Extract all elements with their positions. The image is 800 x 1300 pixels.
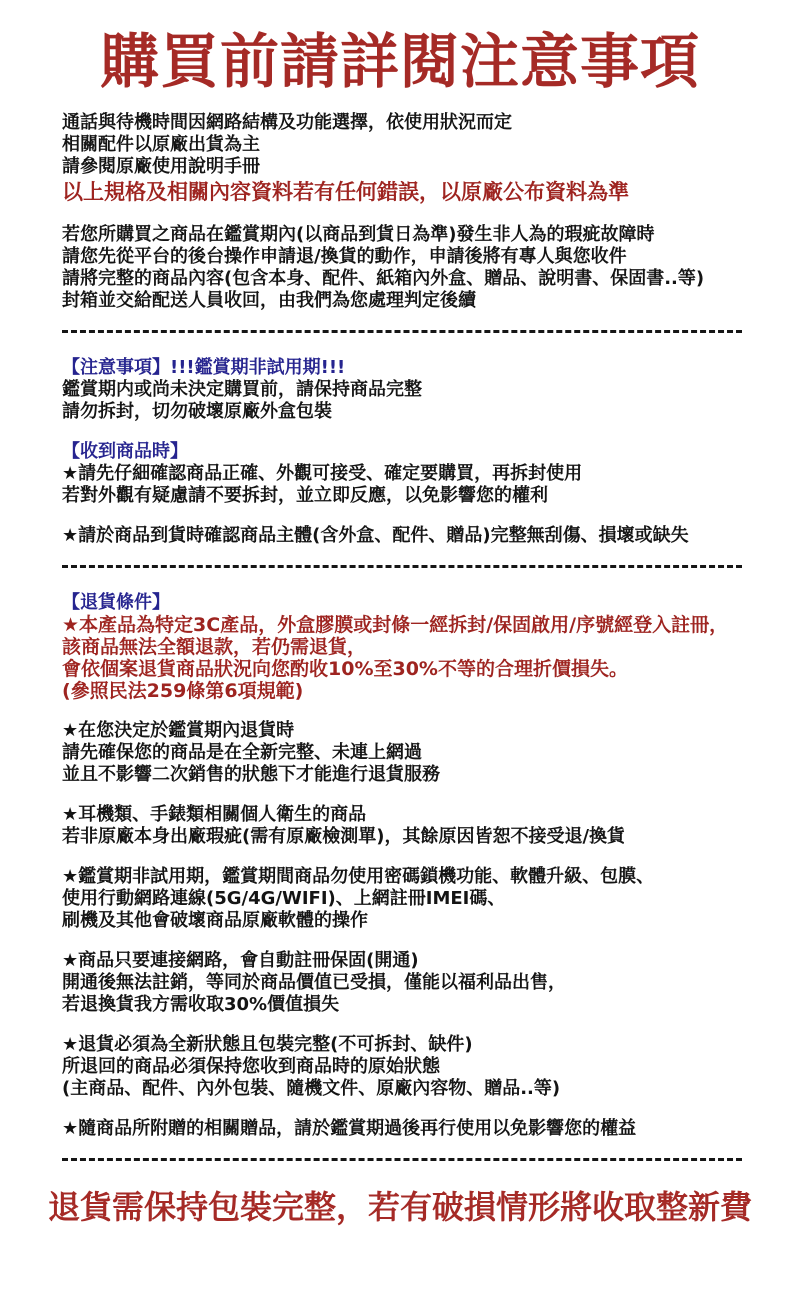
notice-paragraph: [62, 112, 742, 206]
section-header: 【注意事項】!!!鑑賞期非試用期!!!: [62, 357, 346, 378]
notice-line: 刷機及其他會破壞商品原廠軟體的操作: [62, 910, 368, 931]
notice-paragraph: [62, 866, 742, 932]
notice-paragraph: [62, 720, 742, 786]
footer-notice: 退貨需保持包裝完整，若有破損情形將收取整新費: [47, 1188, 752, 1226]
notice-line: 若退換貨我方需收取30%價值損失: [62, 994, 340, 1015]
section-header: 【退貨條件】: [62, 592, 170, 613]
notice-line: 使用行動網路連線(5G/4G/WIFI)、上網註冊IMEI碼、: [62, 888, 506, 909]
notice-line: ★請於商品到貨時確認商品主體(含外盒、配件、贈品)完整無刮傷、損壞或缺失: [62, 525, 689, 546]
notice-line: 請勿拆封，切勿破壞原廠外盒包裝: [62, 401, 332, 422]
notice-line: 鑑賞期内或尚未決定購買前，請保持商品完整: [62, 379, 422, 400]
notice-line: 請先確保您的商品是在全新完整、未連上網過: [62, 742, 422, 763]
page-title: 購買前請詳閱注意事項: [99, 27, 700, 96]
notice-paragraph: [62, 357, 742, 423]
notice-line: ★請先仔細確認商品正確、外觀可接受、確定要購買，再拆封使用: [62, 463, 583, 484]
notice-line: ★隨商品所附贈的相關贈品，請於鑑賞期過後再行使用以免影響您的權益: [62, 1118, 637, 1139]
dashed-divider: [62, 1158, 742, 1161]
notice-paragraph: [62, 950, 742, 1016]
notice-paragraph: [62, 441, 742, 507]
notice-line: 請將完整的商品內容(包含本身、配件、紙箱內外盒、贈品、說明書、保固書..等): [62, 268, 705, 289]
notice-line: 請參閱原廠使用說明手冊: [62, 156, 260, 177]
notice-line: ★商品只要連接網路，會自動註冊保固(開通): [62, 950, 419, 971]
notice-line: 封箱並交給配送人員收回，由我們為您處理判定後續: [62, 290, 476, 311]
notice-line: (主商品、配件、內外包裝、隨機文件、原廠內容物、贈品..等): [62, 1078, 561, 1099]
notice-line: ★在您決定於鑑賞期內退貨時: [62, 720, 295, 741]
notice-line: 若非原廠本身出廠瑕疵(需有原廠檢測單)，其餘原因皆恕不接受退/換貨: [62, 826, 626, 847]
section-header: 【收到商品時】: [62, 441, 188, 462]
dashed-divider: [62, 565, 742, 568]
notice-line: 若對外觀有疑慮請不要拆封，並立即反應，以免影響您的權利: [62, 485, 548, 506]
notice-line: 所退回的商品必須保持您收到商品時的原始狀態: [62, 1056, 440, 1077]
notice-line: 並且不影響二次銷售的狀態下才能進行退貨服務: [62, 764, 440, 785]
notice-line: ★退貨必須為全新狀態且包裝完整(不可拆封、缺件): [62, 1034, 473, 1055]
notice-line: 若您所購買之商品在鑑賞期內(以商品到貨日為準)發生非人為的瑕疵故障時: [62, 224, 655, 245]
notice-line: 以上規格及相關內容資料若有任何錯誤，以原廠公布資料為準: [62, 180, 629, 204]
notice-paragraph: [62, 1034, 742, 1100]
notice-line: 相關配件以原廠出貨為主: [62, 134, 260, 155]
notice-paragraph: [62, 804, 742, 848]
notice-line: ★耳機類、手錶類相關個人衛生的商品: [62, 804, 367, 825]
notice-line: 請您先從平台的後台操作申請退/換貨的動作，申請後將有專人與您收件: [62, 246, 627, 267]
notice-line: ★鑑賞期非試用期，鑑賞期間商品勿使用密碼鎖機功能、軟體升級、包膜、: [62, 866, 655, 887]
notice-line: 開通後無法註銷，等同於商品價值已受損，僅能以福利品出售，: [62, 972, 566, 993]
notice-line: ★本產品為特定3C產品，外盒膠膜或封條一經拆封/保固啟用/序號經登入註冊，: [62, 614, 729, 636]
notice-paragraph: [62, 1118, 742, 1140]
notice-paragraph: [62, 224, 742, 312]
notice-paragraph: [62, 592, 742, 702]
dashed-divider: [62, 330, 742, 333]
notice-paragraph: [62, 525, 742, 547]
notice-line: 該商品無法全額退款，若仍需退貨，: [62, 636, 367, 658]
notice-body: [0, 112, 800, 1161]
notice-line: (參照民法259條第6項規範): [62, 680, 304, 702]
notice-line: 通話與待機時間因網路結構及功能選擇，依使用狀況而定: [62, 112, 512, 133]
notice-line: 會依個案退貨商品狀況向您酌收10%至30%不等的合理折價損失。: [62, 658, 628, 680]
